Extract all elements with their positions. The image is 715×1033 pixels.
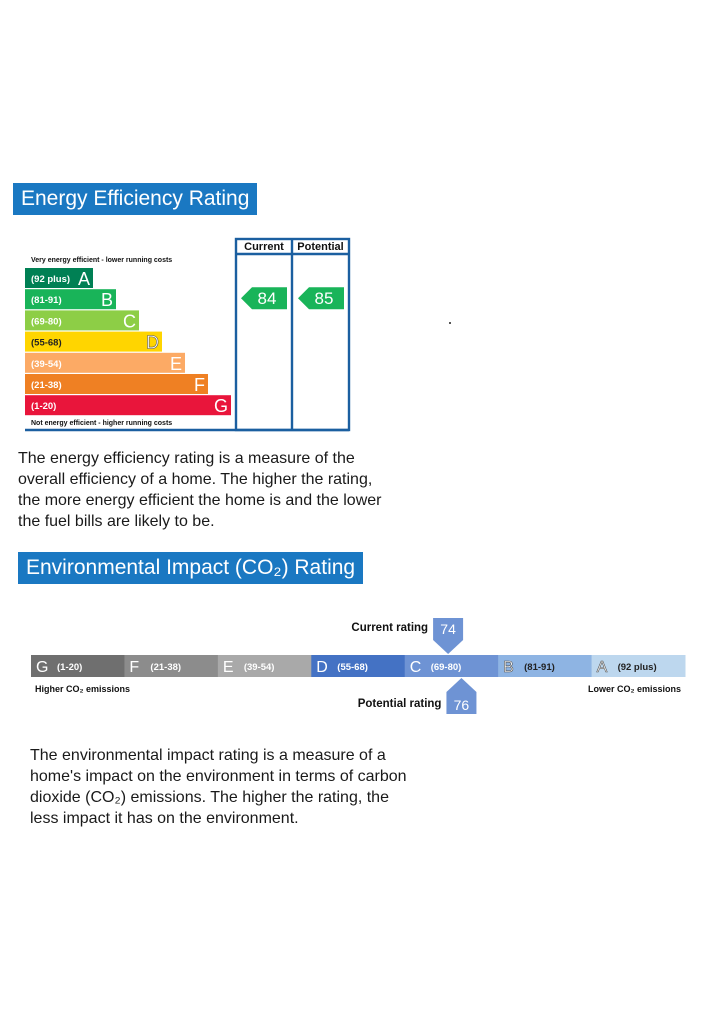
band-letter: E bbox=[169, 353, 182, 374]
stray-dot bbox=[449, 322, 451, 324]
band-range: (55-68) bbox=[337, 662, 368, 673]
band-d bbox=[311, 655, 405, 677]
environment-description-line: The environmental impact rating is a measure of a bbox=[30, 747, 386, 764]
band-b bbox=[498, 655, 592, 677]
potential-rating-label: Potential rating bbox=[357, 698, 442, 710]
current-rating-label: Current rating bbox=[351, 622, 429, 634]
band-range: (92 plus) bbox=[31, 274, 71, 285]
potential-rating-marker bbox=[446, 678, 476, 714]
column-header-potential: Potential bbox=[297, 241, 344, 253]
bottom-caption: Not energy efficient - higher running costs bbox=[31, 420, 173, 427]
band-letter: D bbox=[146, 332, 159, 353]
environment-description-line: home's impact on the environment in terms of carbon bbox=[30, 768, 407, 785]
band-g bbox=[25, 395, 231, 416]
environment-description bbox=[30, 745, 407, 829]
band-letter: A bbox=[596, 659, 608, 676]
lower-emissions-caption: Lower CO₂ emissions bbox=[587, 684, 681, 694]
column-header-current: Current bbox=[244, 241, 284, 253]
band-letter: G bbox=[36, 659, 49, 676]
band-f bbox=[124, 655, 218, 677]
band-g bbox=[31, 655, 125, 677]
band-e bbox=[218, 655, 312, 677]
band-a bbox=[25, 268, 93, 289]
energy-description bbox=[18, 448, 381, 532]
band-range: (69-80) bbox=[430, 662, 462, 673]
band-letter: B bbox=[503, 659, 514, 676]
band-letter: C bbox=[123, 311, 136, 332]
band-range: (69-80) bbox=[31, 316, 62, 328]
band-range: (55-68) bbox=[31, 337, 62, 349]
current-rating-arrow bbox=[241, 287, 287, 309]
band-e bbox=[25, 353, 185, 374]
band-range: (1-20) bbox=[57, 662, 83, 673]
rating-value: 76 bbox=[453, 697, 470, 713]
band-letter: G bbox=[213, 396, 228, 417]
band-range: (39-54) bbox=[31, 358, 62, 370]
environment-description-line: less impact it has on the environment. bbox=[30, 810, 299, 827]
band-range: (39-54) bbox=[243, 662, 275, 673]
higher-emissions-caption: Higher CO₂ emissions bbox=[35, 684, 131, 694]
environment-rating-title: Environmental Impact (CO₂) Rating bbox=[18, 552, 363, 584]
band-d bbox=[25, 332, 162, 353]
energy-description-line: The energy efficiency rating is a measure of the bbox=[18, 450, 355, 467]
top-caption: Very energy efficient - lower running costs bbox=[31, 257, 173, 264]
rating-value: 85 bbox=[314, 289, 334, 309]
band-a bbox=[592, 655, 686, 677]
energy-rating-title: Energy Efficiency Rating bbox=[13, 183, 257, 215]
energy-description-line: overall efficiency of a home. The higher the rating, bbox=[18, 471, 373, 488]
environment-rating-chart bbox=[0, 610, 715, 720]
environment-description-line: dioxide (CO₂) emissions. The higher the rating, the bbox=[30, 789, 389, 806]
band-letter: E bbox=[222, 659, 234, 676]
band-letter: D bbox=[316, 659, 328, 676]
band-c bbox=[405, 655, 499, 677]
rating-value: 74 bbox=[440, 621, 456, 637]
band-f bbox=[25, 374, 208, 395]
band-range: (81-91) bbox=[31, 295, 62, 307]
band-range: (92 plus) bbox=[617, 662, 657, 673]
energy-description-line: the more energy efficient the home is and the lower bbox=[18, 492, 382, 509]
band-letter: F bbox=[194, 375, 205, 395]
band-letter: B bbox=[100, 290, 113, 311]
rating-value: 84 bbox=[257, 289, 277, 309]
energy-rating-chart bbox=[0, 236, 360, 436]
band-range: (21-38) bbox=[150, 662, 182, 673]
band-letter: C bbox=[409, 659, 422, 676]
band-range: (81-91) bbox=[524, 662, 555, 673]
current-rating-marker bbox=[433, 618, 463, 654]
band-b bbox=[25, 289, 116, 310]
band-range: (1-20) bbox=[31, 401, 57, 413]
potential-rating-arrow bbox=[298, 287, 344, 309]
band-letter: F bbox=[129, 659, 140, 676]
energy-description-line: the fuel bills are likely to be. bbox=[18, 513, 215, 530]
band-c bbox=[25, 310, 139, 331]
band-range: (21-38) bbox=[31, 380, 62, 391]
band-letter: A bbox=[77, 269, 90, 289]
